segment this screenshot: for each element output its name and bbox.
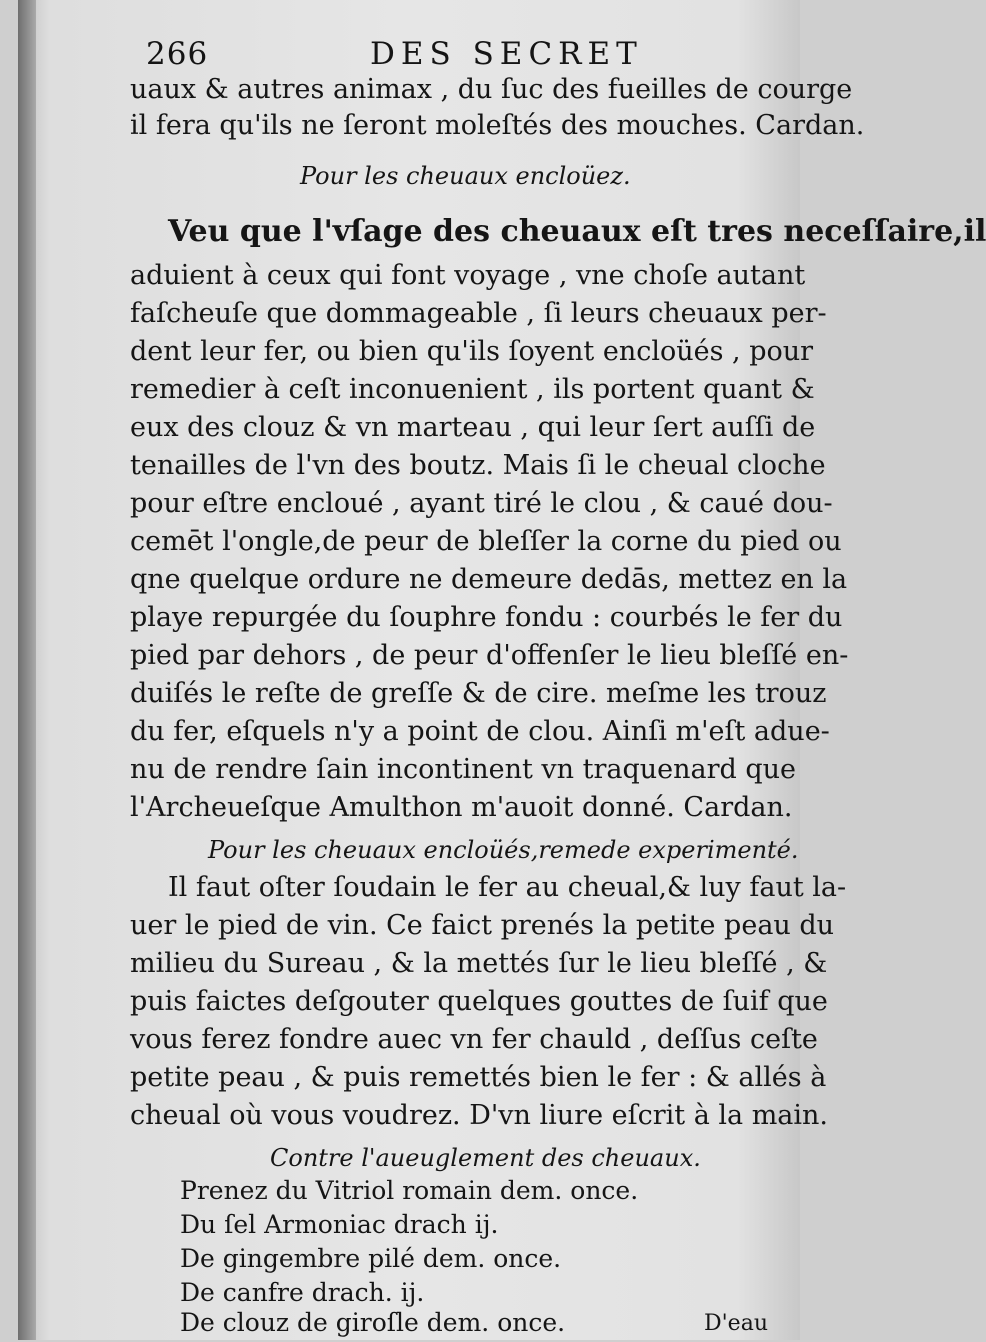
text-line: Veu que l'vſage des cheuaux eſt tres neceſſaire,il — [168, 214, 986, 249]
recipe-line: Du ſel Armoniac drach ij. — [180, 1210, 499, 1239]
catchword: D'eau — [704, 1311, 768, 1336]
binding-edge — [18, 0, 36, 1340]
text-line: milieu du Sureau , & la mettés ſur le lieu bleſſé , & — [130, 948, 828, 979]
text-line: qne quelque ordure ne demeure dedās, mettez en la — [130, 564, 848, 595]
text-line: aduient à ceux qui font voyage , vne choſe autant — [130, 260, 806, 291]
text-line: remedier à ceſt inconuenient , ils portent quant & — [130, 374, 815, 405]
text-line: Il faut oſter ſoudain le fer au cheual,& luy faut la- — [168, 872, 847, 903]
recipe-line: De canfre drach. ij. — [180, 1278, 425, 1307]
text-line: vous ferez fondre auec vn fer chauld , deſſus ceſte — [130, 1024, 818, 1055]
text-line: cheual où vous voudrez. D'vn liure eſcrit à la main. — [130, 1100, 829, 1131]
book-page — [18, 0, 986, 1340]
text-line: pied par dehors , de peur d'offenſer le lieu bleſſé en- — [130, 640, 849, 671]
recipe-line: Prenez du Vitriol romain dem. once. — [180, 1176, 639, 1205]
recipe-line: De gingembre pilé dem. once. — [180, 1244, 562, 1273]
section-heading: Contre l'aueuglement des cheuaux. — [270, 1144, 701, 1172]
text-line: tenailles de l'vn des boutz. Mais ſi le cheual cloche — [130, 450, 826, 481]
text-line: pour eſtre encloué , ayant tiré le clou , & caué dou- — [130, 488, 833, 519]
recipe-line: De clouz de giroſle dem. once. — [180, 1308, 566, 1337]
text-line: dent leur fer, ou bien qu'ils ſoyent encloüés , pour — [130, 336, 814, 367]
text-line: puis faictes deſgouter quelques gouttes de ſuif que — [130, 986, 828, 1017]
running-title: DES SECRET — [370, 36, 643, 72]
text-line: l'Archeueſque Amulthon m'auoit donné. Cardan. — [130, 792, 793, 823]
text-line: uaux & autres animax , du ſuc des fueilles de courge — [130, 74, 853, 105]
text-line: il fera qu'ils ne ſeront moleſtés des mouches. Cardan. — [130, 110, 865, 141]
text-line: duiſés le reſte de greſſe & de cire. meſme les trouz — [130, 678, 827, 709]
text-line: petite peau , & puis remettés bien le fer : & allés à — [130, 1062, 827, 1093]
text-line: uer le pied de vin. Ce faict prenés la petite peau du — [130, 910, 835, 941]
text-line: du fer, eſquels n'y a point de clou. Ainſi m'eſt adue- — [130, 716, 830, 747]
page-number: 266 — [146, 36, 209, 72]
text-line: nu de rendre ſain incontinent vn traquenard que — [130, 754, 797, 785]
section-heading: Pour les cheuaux encloüés,remede experimenté. — [208, 836, 799, 864]
text-line: faſcheuſe que dommageable , ſi leurs cheuaux per- — [130, 298, 827, 329]
text-line: cemēt l'ongle,de peur de bleſſer la corne du pied ou — [130, 526, 842, 557]
text-line: playe repurgée du ſouphre fondu : courbés le fer du — [130, 602, 843, 633]
section-heading: Pour les cheuaux encloüez. — [300, 162, 631, 190]
text-line: eux des clouz & vn marteau , qui leur ſert auſſi de — [130, 412, 816, 443]
